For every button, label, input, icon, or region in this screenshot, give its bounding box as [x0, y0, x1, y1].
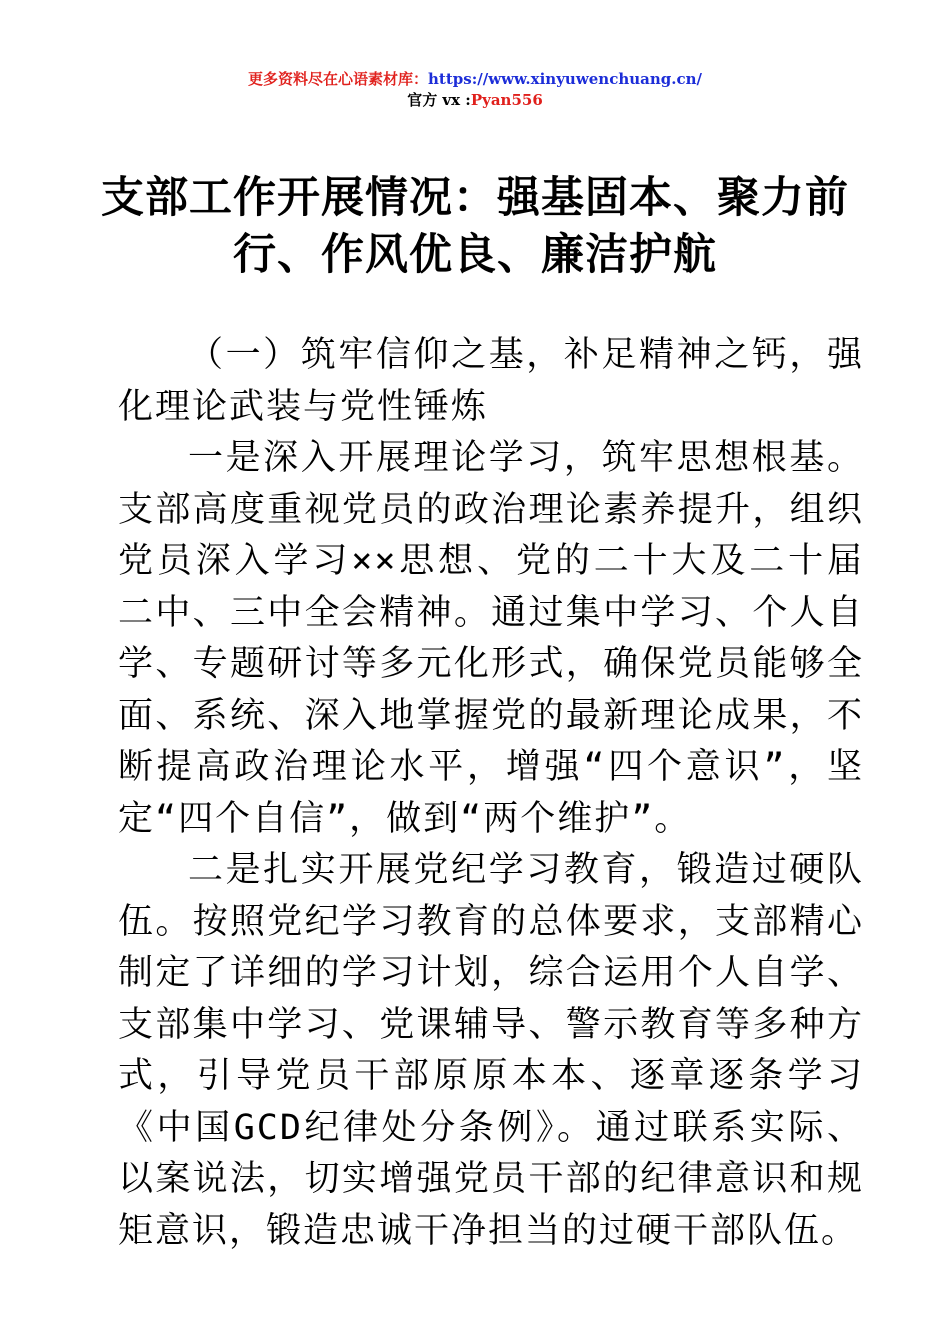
promo-text: 更多资料尽在心语素材库：: [248, 70, 429, 88]
document-title: 支部工作开展情况：强基固本、聚力前行、作风优良、廉洁护航: [101, 173, 849, 280]
wechat-label: 官方 vx :: [407, 91, 471, 109]
section-heading: （一）筑牢信仰之基，补足精神之钙，强化理论武装与党性锤炼: [118, 335, 864, 427]
body-paragraph: 二是扎实开展党纪学习教育，锻造过硬队伍。按照党纪学习教育的总体要求，支部精心制定了详细的学习计划，综合运用个人自学、支部集中学习、党课辅导、警示教育等多种方式，引导党员干部原原本本、逐章逐条学习《中国GCD纪律处分条例》。通过联系实际、以案说法，切实增强党员干部的纪律意识和规矩意识，锻造忠诚干净担当的过硬干部队伍。: [118, 850, 864, 1251]
promo-header-line: [0, 69, 950, 89]
document-body: [118, 330, 864, 1257]
promo-url-link[interactable]: https://www.xinyuwenchuang.cn/: [428, 70, 702, 88]
body-paragraph: 一是深入开展理论学习，筑牢思想根基。支部高度重视党员的政治理论素养提升，组织党员深入学习××思想、党的二十大及二十届二中、三中全会精神。通过集中学习、个人自学、专题研讨等多元化形式，确保党员能够全面、系统、深入地掌握党的最新理论成果，不断提高政治理论水平，增强“四个意识”，坚定“四个自信”，做到“两个维护”。: [118, 438, 864, 839]
wechat-contact-line: [0, 90, 950, 110]
wechat-id: Pyan556: [470, 91, 543, 109]
